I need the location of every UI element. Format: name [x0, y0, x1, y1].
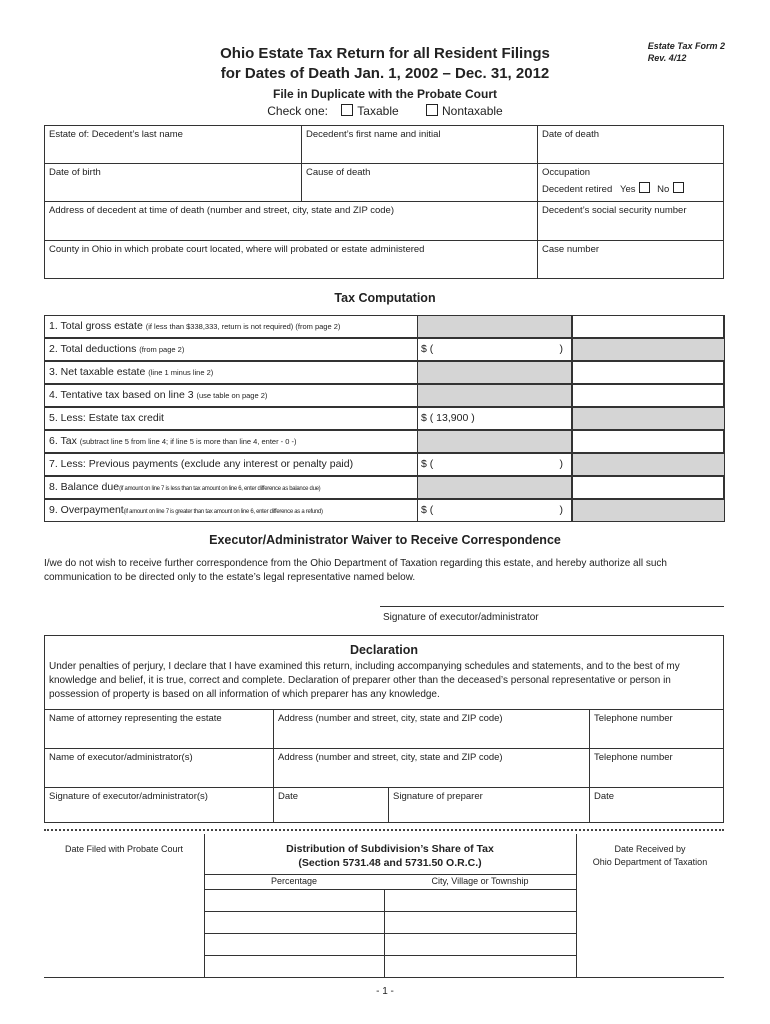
ssn-field[interactable]: Decedent’s social security number — [538, 202, 723, 241]
distribution-row[interactable] — [204, 911, 576, 912]
declaration-text: Under penalties of perjury, I declare that I have examined this return, including accompanying schedules and statements, and to the best of my knowledge and belief, it is true, correct and complete. Declaration of preparer other than the deceased’s personal representative or person in possession of property is based on all information of which preparer has any knowledge. — [49, 661, 680, 700]
page-title: Ohio Estate Tax Return for all Resident Filings for Dates of Death Jan. 1, 2002 – Dec. 31, 2012 — [220, 45, 550, 82]
occupation-field[interactable]: Occupation Decedent retired Yes No — [538, 164, 723, 202]
distribution-table — [204, 874, 576, 886]
line-2-total — [572, 338, 725, 361]
bottom-section — [44, 834, 724, 977]
date-of-birth-field[interactable]: Date of birth — [45, 164, 302, 202]
executor-date-field[interactable]: Date — [274, 788, 389, 822]
attorney-address-field[interactable]: Address (number and street, city, state and ZIP code) — [274, 709, 590, 749]
distribution-row[interactable] — [204, 955, 576, 956]
line-6-amount — [417, 430, 572, 453]
page-number: - 1 - — [376, 986, 394, 997]
case-number-field[interactable]: Case number — [542, 244, 600, 255]
last-name-field[interactable]: Estate of: Decedent’s last name — [45, 126, 302, 164]
declaration-box — [44, 635, 724, 823]
city-header: City, Village or Township — [431, 876, 529, 886]
retired-no-checkbox[interactable] — [673, 182, 684, 193]
waiver-signature-label: Signature of executor/administrator — [383, 612, 539, 623]
executor-address-field[interactable]: Address (number and street, city, state and ZIP code) — [274, 749, 590, 788]
line-7-total — [572, 453, 725, 476]
line-9-total — [572, 499, 725, 522]
retired-row: Decedent retired Yes No — [542, 182, 719, 195]
declaration-heading: Declaration — [349, 643, 419, 657]
cause-of-death-field[interactable]: Cause of death — [302, 164, 538, 202]
tax-computation-heading: Tax Computation — [334, 291, 436, 305]
address-field[interactable]: Address of decedent at time of death (number and street, city, state and ZIP code) — [45, 202, 538, 241]
line-5-total — [572, 407, 725, 430]
tax-line-1: 1. Total gross estate (if less than $338,333, return is not required) (from page 2) — [44, 315, 724, 338]
line-4-amount — [417, 384, 572, 407]
check-one-row: Check one: Taxable Nontaxable — [267, 104, 503, 118]
line-3-amount — [417, 361, 572, 384]
date-received-label: Date Received by Ohio Department of Taxation — [592, 844, 708, 867]
line-1-amount[interactable] — [417, 315, 572, 338]
line-5-amount[interactable]: $ ( 13,900 ) — [417, 407, 572, 430]
cut-line — [44, 829, 724, 831]
retired-yes-checkbox[interactable] — [639, 182, 650, 193]
waiver-text: I/we do not wish to receive further correspondence from the Ohio Department of Taxation regarding this estate, and hereby authorize all such communication to be directed only to the estate’s legal representative named below. — [44, 558, 667, 583]
preparer-signature-field[interactable]: Signature of preparer — [389, 788, 590, 822]
line-2-amount[interactable]: $ ( ) — [417, 338, 572, 361]
tax-line-8: 8. Balance due(if amount on line 7 is less than tax amount on line 6, enter difference as balance due) — [44, 476, 724, 499]
tax-line-6: 6. Tax (subtract line 5 from line 4; if line 5 is more than line 4, enter - 0 -) — [44, 430, 724, 453]
executor-name-field[interactable]: Name of executor/administrator(s) — [45, 749, 274, 788]
tax-line-9: 9. Overpayment(if amount on line 7 is greater than tax amount on line 6, enter difference as a refund) $ ( ) — [44, 499, 724, 522]
tax-line-2: 2. Total deductions (from page 2) $ ( ) — [44, 338, 724, 361]
line-8-amount — [417, 476, 572, 499]
first-name-field[interactable]: Decedent’s first name and initial — [302, 126, 538, 164]
waiver-signature-line[interactable] — [380, 606, 724, 607]
tax-line-5: 5. Less: Estate tax credit $ ( 13,900 ) — [44, 407, 724, 430]
nontaxable-checkbox[interactable] — [426, 104, 438, 116]
tax-line-3: 3. Net taxable estate (line 1 minus line 2) — [44, 361, 724, 384]
distribution-row[interactable] — [204, 933, 576, 934]
distribution-heading: Distribution of Subdivision’s Share of Tax (Section 5731.48 and 5731.50 O.R.C.) — [286, 843, 494, 869]
line-8-total[interactable] — [572, 476, 725, 499]
subtitle: File in Duplicate with the Probate Court — [272, 87, 497, 101]
line-4-total[interactable] — [572, 384, 725, 407]
date-of-death-field[interactable]: Date of death — [538, 126, 723, 164]
line-7-amount[interactable]: $ ( ) — [417, 453, 572, 476]
line-9-amount[interactable]: $ ( ) — [417, 499, 572, 522]
preparer-date-field[interactable]: Date — [594, 791, 615, 802]
date-filed-label: Date Filed with Probate Court — [64, 844, 184, 854]
form-id: Estate Tax Form 2 Rev. 4/12 — [647, 41, 725, 63]
executor-signature-field[interactable]: Signature of executor/administrator(s) — [45, 788, 274, 822]
line-6-total[interactable] — [572, 430, 725, 453]
line-1-total[interactable] — [572, 315, 725, 338]
line-3-total[interactable] — [572, 361, 725, 384]
decedent-info-grid — [44, 125, 724, 279]
percentage-header: Percentage — [270, 876, 318, 886]
tax-line-7: 7. Less: Previous payments (exclude any interest or penalty paid) $ ( ) — [44, 453, 724, 476]
county-field[interactable]: County in Ohio in which probate court located, where will probated or estate administered — [45, 241, 538, 278]
executor-phone-field[interactable]: Telephone number — [590, 749, 723, 788]
attorney-name-field[interactable]: Name of attorney representing the estate — [45, 709, 274, 749]
waiver-heading: Executor/Administrator Waiver to Receive Correspondence — [209, 533, 561, 547]
taxable-checkbox[interactable] — [341, 104, 353, 116]
tax-line-4: 4. Tentative tax based on line 3 (use table on page 2) — [44, 384, 724, 407]
attorney-phone-field[interactable]: Telephone number — [590, 709, 723, 749]
